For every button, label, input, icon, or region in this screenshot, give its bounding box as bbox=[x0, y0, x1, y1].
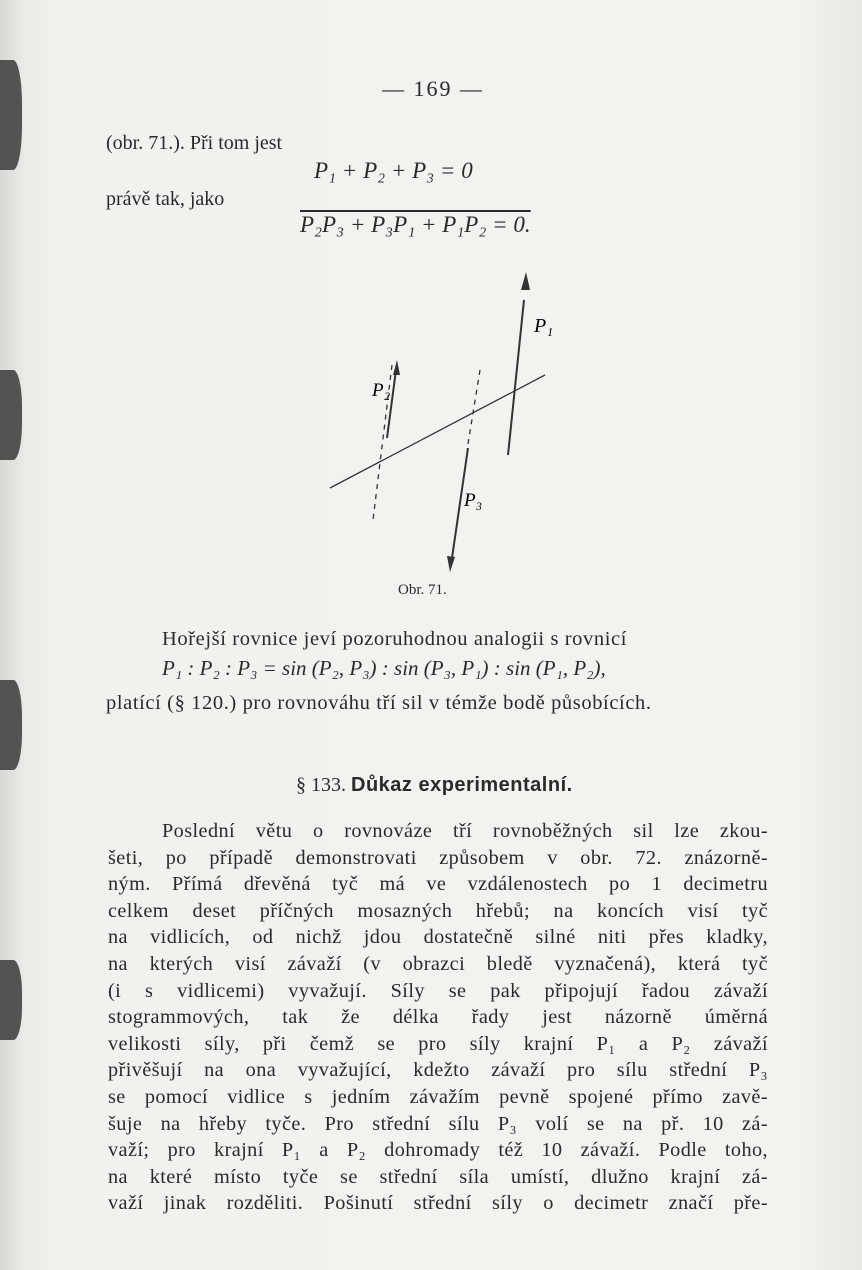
analogy-line: Hořejší rovnice jeví pozoruhodnou analogii s rovnicí bbox=[162, 628, 628, 650]
text-line: (i s vidlicemi) vyvažují. Síly se pak připojují řadou závaží bbox=[108, 979, 768, 1002]
equation-force-sum: P₁ + P₂ + P₃ = 0 bbox=[314, 158, 473, 183]
binding-edge-mark bbox=[0, 370, 22, 460]
text-line: Poslední větu o rovnováze tří rovnoběžných sil lze zkou- bbox=[162, 820, 768, 842]
binding-edge-mark bbox=[0, 680, 22, 770]
sine-equation: P₁ : P₂ : P₃ = sin (P₂, P₃) : sin (P₃, P₁) : sin (P₁, P₂), bbox=[162, 656, 606, 680]
text-line: važí jinak rozděliti. Pošinutí střední síly o decimetr značí pře- bbox=[108, 1192, 768, 1215]
text-line: velikosti síly, při čemž se pro síly krajní P₁ a P₂ závaží bbox=[108, 1032, 768, 1055]
binding-edge-mark bbox=[0, 60, 22, 170]
section-title: Důkaz experimentalní. bbox=[351, 774, 573, 796]
text-line: přivěšují na ona vyvažující, kdežto závaží pro sílu střední P₃ bbox=[108, 1059, 768, 1082]
comparison-line: právě tak, jako bbox=[106, 188, 225, 210]
section-heading bbox=[296, 774, 573, 797]
text-line: na vidlicích, od nichž jdou dostatečně silné niti přes kladky, bbox=[108, 926, 768, 949]
text-line: važí; pro krajní P₁ a P₂ dohromady též 10 závaží. Podle toho, bbox=[108, 1139, 768, 1162]
body-paragraph bbox=[108, 818, 768, 1217]
label-p1: P₁ bbox=[534, 315, 554, 337]
text-line: ným. Přímá dřevěná tyč má ve vzdálenostech po 1 decimetru bbox=[108, 873, 768, 896]
equation-segment-sum: P₂P₃ + P₃P₁ + P₁P₂ = 0. bbox=[300, 212, 531, 237]
text-line: šuje na hřeby tyče. Pro střední sílu P₃ volí se na př. 10 zá- bbox=[108, 1112, 768, 1135]
text-line: na které místo tyče se střední síla umístí, dlužno krajní zá- bbox=[108, 1165, 768, 1188]
reference-line: platící (§ 120.) pro rovnováhu tří sil v témže bodě působících. bbox=[106, 692, 652, 714]
text-line: se pomocí vidlice s jedním závažím pevně spojené přímo zavě- bbox=[108, 1085, 768, 1108]
text-line: na kterých visí závaží (v obrazci bledě vyznačená), která tyč bbox=[108, 952, 768, 975]
text-line: celkem deset příčných mosazných hřebů; na koncích visí tyč bbox=[108, 899, 768, 922]
text-line: stogrammových, tak že délka řady jest názorně úměrná bbox=[108, 1006, 768, 1029]
text-line: šeti, po případě demonstrovati způsobem v obr. 72. znázorně- bbox=[108, 846, 768, 869]
page-number: — 169 — bbox=[382, 76, 484, 101]
section-number: § 133. bbox=[296, 774, 346, 796]
intro-line: (obr. 71.). Při tom jest bbox=[106, 132, 283, 154]
label-p2: P₂ bbox=[372, 380, 391, 401]
label-p3: P₃ bbox=[464, 490, 483, 511]
figure-caption: Obr. 71. bbox=[398, 582, 447, 598]
binding-edge-mark bbox=[0, 960, 22, 1040]
force-diagram bbox=[300, 260, 580, 580]
